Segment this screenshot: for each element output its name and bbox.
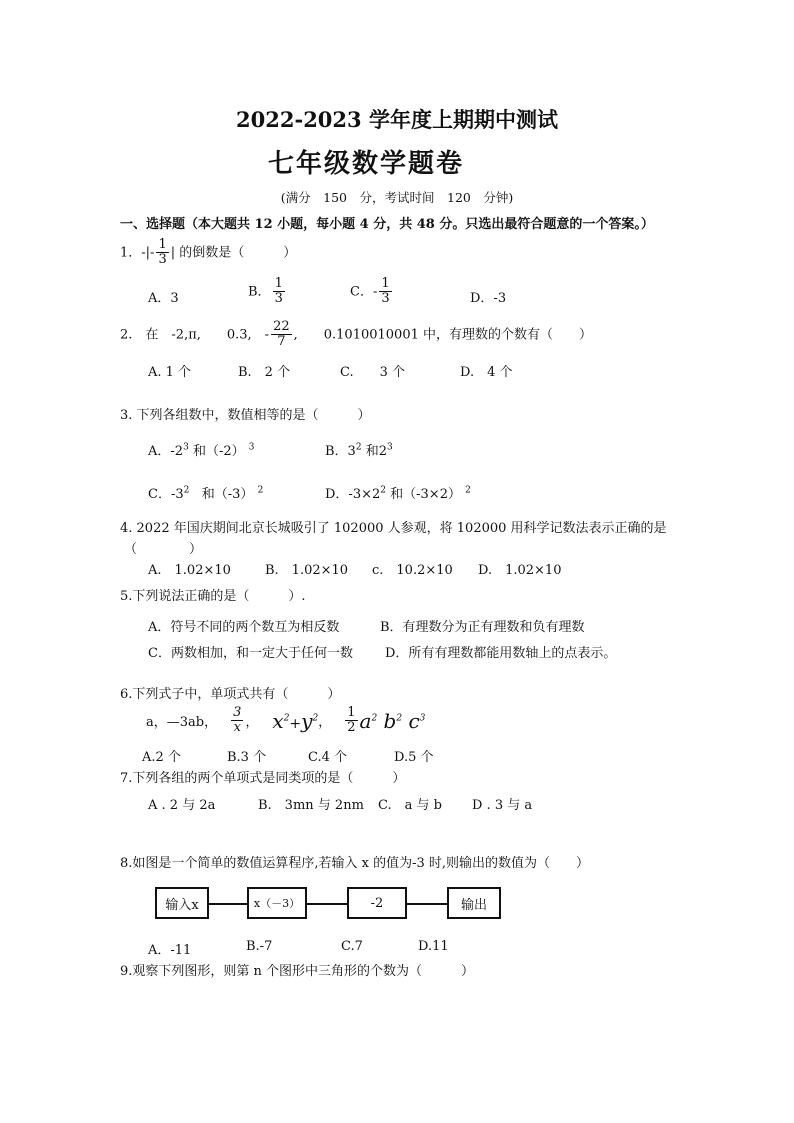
q2-option-b: B. 2 个 — [238, 365, 291, 380]
exam-title: 2022-2023 学年度上期期中测试 — [236, 107, 558, 132]
q8-option-b: B.-7 — [246, 939, 273, 954]
q3-option-c-exp1: 2 — [183, 485, 190, 496]
q1-option-c-prefix: C．- — [350, 284, 378, 300]
q2-option-d: D. 4 个 — [460, 365, 513, 380]
q6-expressions — [146, 706, 425, 736]
q2-option-a: A. 1 个 — [148, 365, 192, 380]
q6-var-a: a — [359, 708, 372, 733]
q3-option-b-exp2: 3 — [386, 442, 393, 453]
question-1-stem — [120, 238, 296, 268]
q1-option-b-den: 3 — [274, 291, 283, 307]
exam-info: (满分 150 分，考试时间 120 分钟) — [280, 190, 514, 205]
q1-option-b-prefix: B． — [248, 284, 271, 300]
q3-option-d-part2: 和（-3×2） — [390, 487, 461, 502]
flow-connector-3 — [406, 903, 448, 905]
q6-frac2-num: 1 — [347, 705, 356, 720]
q1-prefix: 1．-|- — [120, 245, 155, 261]
q6-expr-x2-plus-y2 — [272, 709, 318, 733]
q4-option-c: c. 10.2×10 — [372, 563, 453, 578]
q1-frac-den: 3 — [158, 252, 167, 268]
q6-exp-a: 2 — [371, 713, 378, 724]
q8-option-d: D.11 — [418, 939, 449, 954]
q1-option-c — [350, 277, 394, 307]
q3-option-a-part1: A．-2 — [148, 444, 184, 459]
q3-option-b-part2: 和2 — [365, 444, 387, 459]
q6-plus: + — [289, 715, 302, 732]
q7-option-d: D . 3 与 a — [472, 798, 533, 813]
q2-prefix: 2. 在 -2,π, 0.3, - — [120, 327, 270, 343]
q3-option-b-exp1: 2 — [355, 442, 362, 453]
q2-frac-den: 7 — [277, 334, 286, 350]
q2-fraction — [271, 320, 292, 350]
q5-option-b: B．有理数分为正有理数和负有理数 — [380, 620, 585, 635]
flow-box-input: 输入x — [155, 887, 209, 919]
q2-option-c: C. 3 个 — [340, 365, 406, 380]
q3-option-d — [325, 483, 471, 502]
q4-option-a: A. 1.02×10 — [148, 563, 231, 578]
q5-option-c: C．两数相加，和一定大于任何一数 — [148, 646, 353, 661]
flow-connector-1 — [208, 903, 248, 905]
q3-option-d-part1: D．-3×2 — [325, 487, 381, 502]
q6-exp-c: 3 — [419, 713, 426, 724]
q6-comma-1: ， — [245, 715, 259, 731]
question-5-stem: 5.下列说法正确的是（ ）. — [120, 589, 306, 604]
question-2-stem — [120, 320, 592, 350]
q8-option-c: C.7 — [341, 939, 363, 954]
q6-exp-b: 2 — [396, 713, 403, 724]
flow-box-output: 输出 — [447, 887, 501, 919]
question-7-stem: 7.下列各组的两个单项式是同类项的是（ ） — [120, 771, 406, 786]
q1-option-c-den: 3 — [381, 291, 390, 307]
q6-exp-x: 2 — [283, 713, 290, 724]
q1-option-c-num: 1 — [381, 276, 390, 291]
q4-option-b: B. 1.02×10 — [265, 563, 349, 578]
exam-subtitle: 七年级数学题卷 — [268, 149, 465, 179]
q8-option-a: A．-11 — [148, 943, 192, 958]
q1-option-c-fraction — [379, 277, 391, 307]
q6-expr-a2b2c3 — [360, 709, 426, 733]
q1-fraction — [156, 238, 168, 268]
q3-option-b — [325, 440, 393, 459]
question-6-stem: 6.下列式子中，单项式共有（ ） — [120, 687, 341, 702]
q6-var-y: y — [301, 708, 313, 733]
q6-frac1-num: 3 — [233, 705, 242, 720]
q6-option-b: B.3 个 — [227, 750, 267, 765]
q3-option-c-part2: 和（-3） — [201, 487, 254, 502]
q1-option-b-fraction — [273, 277, 285, 307]
q3-option-d-exp2: 2 — [465, 485, 471, 496]
q3-option-a — [148, 440, 254, 459]
question-3-stem: 3. 下列各组数中，数值相等的是（ ） — [120, 408, 371, 423]
section-heading: 一、选择题（本大题共 12 小题，每小题 4 分，共 48 分。只选出最符合题意的一个答案。） — [120, 217, 654, 232]
q6-exp-y: 2 — [312, 713, 319, 724]
q6-frac2-den: 2 — [347, 720, 356, 736]
q3-option-a-exp1: 3 — [183, 442, 189, 453]
q7-option-b: B. 3mn 与 2nm — [258, 798, 364, 813]
q5-option-a: A．符号不同的两个数互为相反数 — [148, 620, 340, 635]
q5-option-d: D．所有有理数都能用数轴上的点表示。 — [385, 646, 617, 661]
q2-suffix: , 0.1010010001 中，有理数的个数有（ ） — [293, 327, 593, 343]
q6-frac1-den: x — [233, 720, 241, 736]
q7-option-a: A . 2 与 2a — [148, 798, 216, 813]
flow-connector-2 — [306, 903, 348, 905]
question-9-stem: 9.观察下列图形，则第 n 个图形中三角形的个数为（ ） — [120, 964, 475, 979]
q6-var-c: c — [408, 708, 420, 733]
q3-option-c-part1: C．-3 — [148, 487, 184, 502]
q6-comma-2: ， — [318, 715, 332, 731]
q6-var-x: x — [272, 708, 284, 733]
flow-box-subtract: -2 — [347, 887, 407, 919]
q1-option-b-num: 1 — [274, 276, 283, 291]
q6-fraction-half — [345, 706, 357, 736]
q1-option-a: A．3 — [148, 291, 179, 306]
q1-option-b — [248, 277, 287, 307]
q6-option-d: D.5 个 — [394, 750, 434, 765]
q6-expr-list: a，—3ab， — [146, 715, 218, 731]
q6-option-a: A.2 个 — [142, 750, 181, 765]
q1-suffix: | 的倒数是（ ） — [170, 245, 297, 261]
q3-option-d-exp1: 2 — [380, 485, 386, 496]
q6-var-b: b — [383, 708, 397, 733]
question-4-stem: 4. 2022 年国庆期间北京长城吸引了 102000 人参观，将 102000 用科学记数法表示正确的是 — [120, 521, 667, 536]
question-4-answer-paren: （ ） — [124, 542, 203, 557]
q2-frac-num: 22 — [273, 319, 290, 334]
q6-option-c: C.4 个 — [308, 750, 348, 765]
flow-box-multiply: x（－3） — [247, 887, 307, 919]
q3-option-c-exp2: 2 — [257, 485, 264, 496]
question-8-stem: 8.如图是一个简单的数值运算程序,若输入 x 的值为-3 时,则输出的数值为（ ） — [120, 856, 590, 871]
q6-fraction-3-over-x — [231, 706, 243, 736]
q3-option-c — [148, 483, 263, 502]
q3-option-b-part1: B．3 — [325, 444, 356, 459]
q3-option-a-part2: 和（-2） — [192, 444, 245, 459]
q4-option-d: D. 1.02×10 — [478, 563, 562, 578]
q3-option-a-exp2: 3 — [248, 442, 255, 453]
q7-option-c: C. a 与 b — [378, 798, 442, 813]
q1-frac-num: 1 — [158, 237, 167, 252]
q1-option-d: D．-3 — [470, 291, 507, 306]
